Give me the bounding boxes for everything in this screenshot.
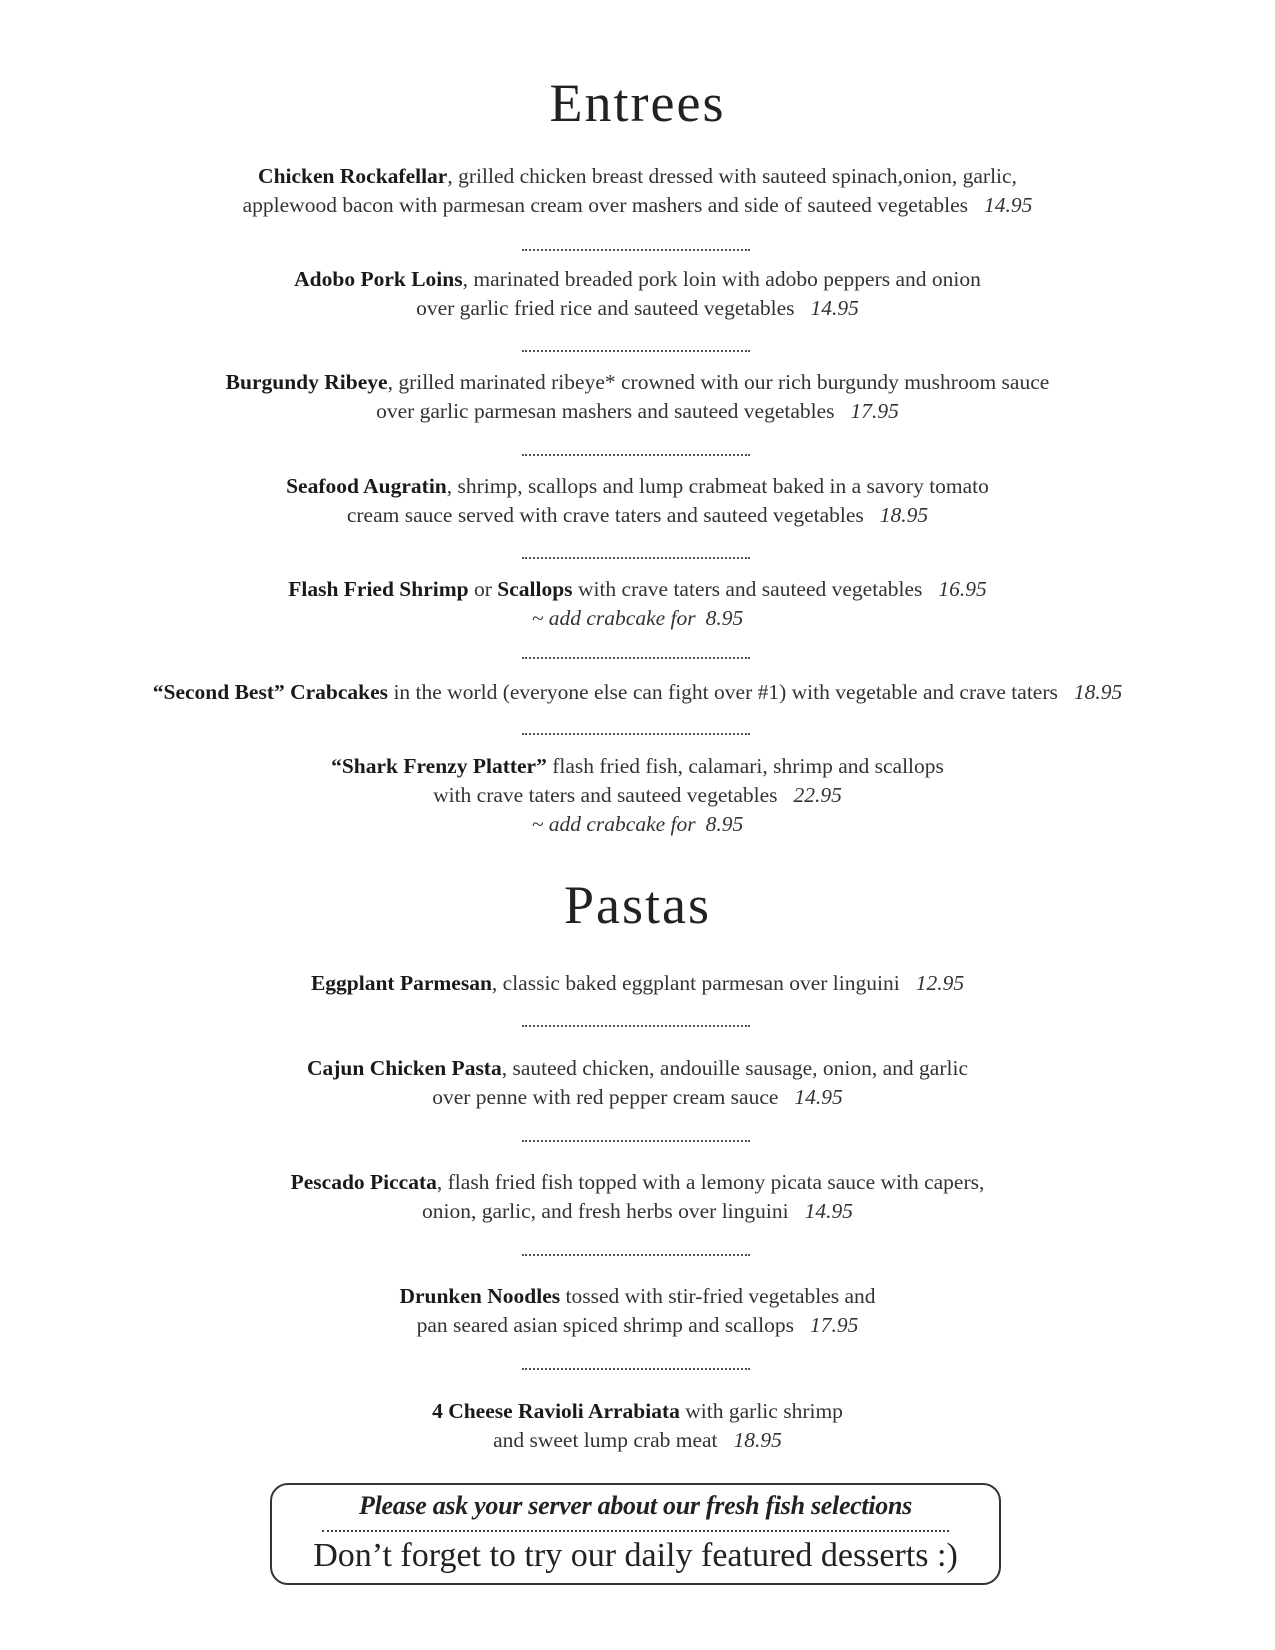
item-description: , shrimp, scallops and lump crabmeat baked in a savory tomato [446, 474, 989, 498]
item-description: , sauteed chicken, andouille sausage, onion, and garlic [501, 1056, 968, 1080]
dotted-divider [522, 454, 750, 456]
notice-box [270, 1483, 1001, 1585]
menu-item-seafood-augratin [0, 472, 1275, 530]
item-description: tossed with stir-fried vegetables and [560, 1284, 876, 1308]
item-description: with crave taters and sauteed vegetables [572, 577, 923, 601]
item-name: Flash Fried Shrimp [288, 577, 469, 601]
addon-price: 8.95 [705, 812, 744, 836]
dotted-divider [522, 557, 750, 559]
item-name: Drunken Noodles [399, 1284, 561, 1308]
item-price: 16.95 [938, 577, 987, 601]
menu-item-shark-frenzy-platter [0, 752, 1275, 839]
dotted-divider [522, 350, 750, 352]
item-price: 14.95 [794, 1085, 843, 1109]
item-description: , grilled chicken breast dressed with sauteed spinach,onion, garlic, [447, 164, 1017, 188]
item-description: , marinated breaded pork loin with adobo peppers and onion [462, 267, 981, 291]
item-price: 14.95 [804, 1199, 853, 1223]
item-description: over garlic fried rice and sauteed vegetables [416, 296, 795, 320]
item-description: pan seared asian spiced shrimp and scallops [416, 1313, 794, 1337]
item-price: 22.95 [793, 783, 842, 807]
dotted-divider [522, 1140, 750, 1142]
menu-item-cajun-chicken-pasta [0, 1054, 1275, 1112]
menu-item-flash-fried-shrimp-or-scallops [0, 575, 1275, 633]
menu-item-drunken-noodles [0, 1282, 1275, 1340]
entrees-title: Entrees [549, 73, 726, 133]
item-price: 18.95 [879, 503, 929, 527]
item-price: 14.95 [810, 296, 859, 320]
item-name: 4 Cheese Ravioli Arrabiata [432, 1399, 680, 1423]
menu-item-chicken-rockafellar [0, 162, 1275, 220]
item-price: 12.95 [915, 971, 965, 995]
item-name: “Second Best” Crabcakes [152, 680, 389, 704]
desserts-notice: Don’t forget to try our daily featured desserts :) [313, 1537, 958, 1574]
item-name-alt: Scallops [497, 577, 573, 601]
addon-text: ~ add crabcake for [531, 606, 696, 630]
item-description: , classic baked eggplant parmesan over linguini [491, 971, 900, 995]
dotted-divider [522, 249, 750, 251]
item-name: Cajun Chicken Pasta [307, 1056, 502, 1080]
dotted-divider [522, 1025, 750, 1027]
item-connector: or [468, 577, 498, 601]
item-name: Chicken Rockafellar [258, 164, 448, 188]
item-description: flash fried fish, calamari, shrimp and scallops [546, 754, 944, 778]
item-description: and sweet lump crab meat [493, 1428, 718, 1452]
item-price: 18.95 [733, 1428, 782, 1452]
addon-text: ~ add crabcake for [531, 812, 696, 836]
item-description: , grilled marinated ribeye* crowned with our rich burgundy mushroom sauce [387, 370, 1050, 394]
item-price: 17.95 [809, 1313, 859, 1337]
item-description: in the world (everyone else can fight over #1) with vegetable and crave taters [388, 680, 1058, 704]
item-description: onion, garlic, and fresh herbs over linguini [422, 1199, 789, 1223]
item-name: Adobo Pork Loins [294, 267, 463, 291]
item-description: with garlic shrimp [679, 1399, 843, 1423]
item-name: Pescado Piccata [290, 1170, 437, 1194]
menu-item-4-cheese-ravioli-arrabiata [0, 1397, 1275, 1455]
item-price: 17.95 [850, 399, 899, 423]
notice-divider [322, 1530, 949, 1532]
item-description: over penne with red pepper cream sauce [432, 1085, 779, 1109]
dotted-divider [522, 1254, 750, 1256]
dotted-divider [522, 657, 750, 659]
fresh-fish-notice: Please ask your server about our fresh fish selections [359, 1491, 912, 1520]
menu-item-second-best-crabcakes [0, 678, 1275, 707]
pastas-title: Pastas [564, 875, 711, 935]
item-description: , flash fried fish topped with a lemony picata sauce with capers, [436, 1170, 985, 1194]
item-name: Eggplant Parmesan [310, 971, 492, 995]
item-description: over garlic parmesan mashers and sauteed vegetables [376, 399, 835, 423]
item-name: “Shark Frenzy Platter” [331, 754, 547, 778]
item-name: Seafood Augratin [286, 474, 447, 498]
item-price: 18.95 [1073, 680, 1123, 704]
item-description: applewood bacon with parmesan cream over mashers and side of sauteed vegetables [242, 193, 968, 217]
menu-item-eggplant-parmesan [0, 969, 1275, 998]
menu-item-burgundy-ribeye [0, 368, 1275, 426]
item-price: 14.95 [983, 193, 1033, 217]
item-description: with crave taters and sauteed vegetables [433, 783, 778, 807]
menu-item-adobo-pork-loins [0, 265, 1275, 323]
dotted-divider [522, 733, 750, 735]
menu-item-pescado-piccata [0, 1168, 1275, 1226]
addon-price: 8.95 [705, 606, 744, 630]
item-description: cream sauce served with crave taters and sauteed vegetables [346, 503, 864, 527]
item-name: Burgundy Ribeye [225, 370, 388, 394]
dotted-divider [522, 1368, 750, 1370]
